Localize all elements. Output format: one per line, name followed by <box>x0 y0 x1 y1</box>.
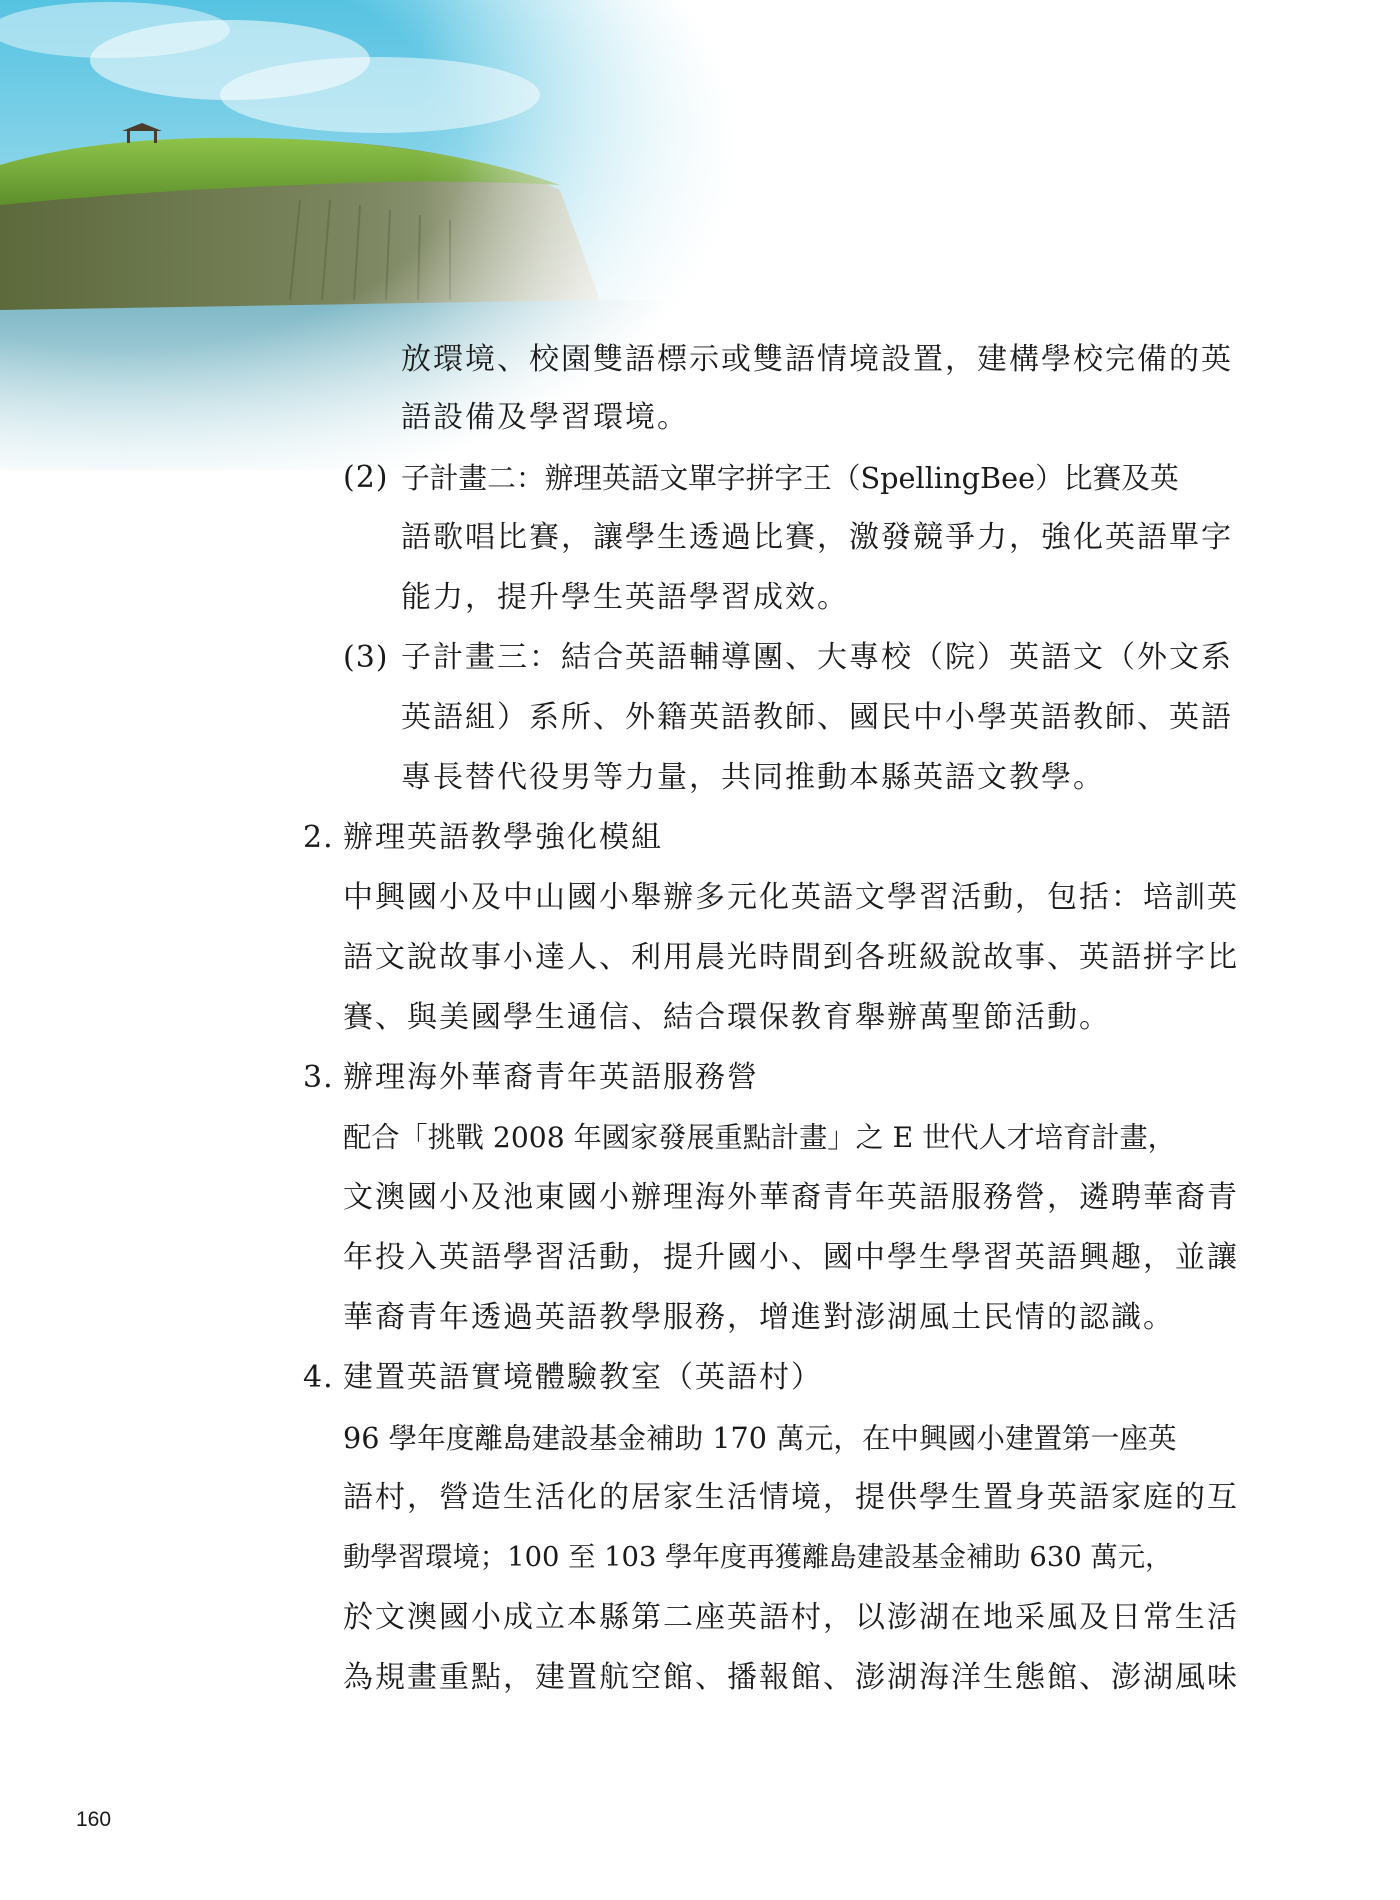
paragraph-line: 為規畫重點，建置航空館、播報館、澎湖海洋生態館、澎湖風味 <box>343 1660 1239 1695</box>
paragraph-line: 語文說故事小達人、利用晨光時間到各班級說故事、英語拼字比 <box>343 940 1239 975</box>
item-number: 2. <box>303 820 334 855</box>
paragraph-line: 語設備及學習環境。 <box>401 400 689 435</box>
paragraph-line: 動學習環境；100 至 103 學年度再獲離島建設基金補助 630 萬元， <box>343 1542 1173 1573</box>
item-heading: 建置英語實境體驗教室（英語村） <box>343 1360 823 1395</box>
paragraph-line: 賽、與美國學生通信、結合環保教育舉辦萬聖節活動。 <box>343 1000 1111 1035</box>
paragraph-line: 專長替代役男等力量，共同推動本縣英語文教學。 <box>401 760 1105 795</box>
paragraph-line: 子計畫三：結合英語輔導團、大專校（院）英語文（外文系 <box>401 640 1233 675</box>
paragraph-line: 子計畫二：辦理英語文單字拼字王（SpellingBee）比賽及英 <box>401 461 1179 495</box>
paragraph-line: 能力，提升學生英語學習成效。 <box>401 580 849 615</box>
paragraph-line: 語村，營造生活化的居家生活情境，提供學生置身英語家庭的互 <box>343 1480 1239 1515</box>
item-number: 4. <box>303 1360 334 1395</box>
item-heading: 辦理海外華裔青年英語服務營 <box>343 1060 759 1095</box>
paragraph-line: 放環境、校園雙語標示或雙語情境設置，建構學校完備的英 <box>401 342 1233 377</box>
paragraph-line: 語歌唱比賽，讓學生透過比賽，激發競爭力，強化英語單字 <box>401 520 1233 555</box>
paragraph-line: 96 學年度離島建設基金補助 170 萬元，在中興國小建置第一座英 <box>343 1421 1177 1455</box>
paragraph-line: 文澳國小及池東國小辦理海外華裔青年英語服務營，遴聘華裔青 <box>343 1180 1239 1215</box>
item-number: 3. <box>303 1060 334 1095</box>
paragraph-line: 配合「挑戰 2008 年國家發展重點計畫」之 E 世代人才培育計畫， <box>343 1121 1176 1154</box>
paragraph-line: 中興國小及中山國小舉辦多元化英語文學習活動，包括：培訓英 <box>343 880 1239 915</box>
sub-item-number: (3) <box>343 640 389 675</box>
paragraph-line: 於文澳國小成立本縣第二座英語村，以澎湖在地采風及日常生活 <box>343 1600 1239 1635</box>
paragraph-line: 華裔青年透過英語教學服務，增進對澎湖風土民情的認識。 <box>343 1300 1175 1335</box>
paragraph-line: 年投入英語學習活動，提升國小、國中學生學習英語興趣，並讓 <box>343 1240 1239 1275</box>
page-number: 160 <box>76 1808 112 1831</box>
paragraph-line: 英語組）系所、外籍英語教師、國民中小學英語教師、英語 <box>401 700 1233 735</box>
sub-item-number: (2) <box>343 460 389 495</box>
item-heading: 辦理英語教學強化模組 <box>343 820 663 855</box>
